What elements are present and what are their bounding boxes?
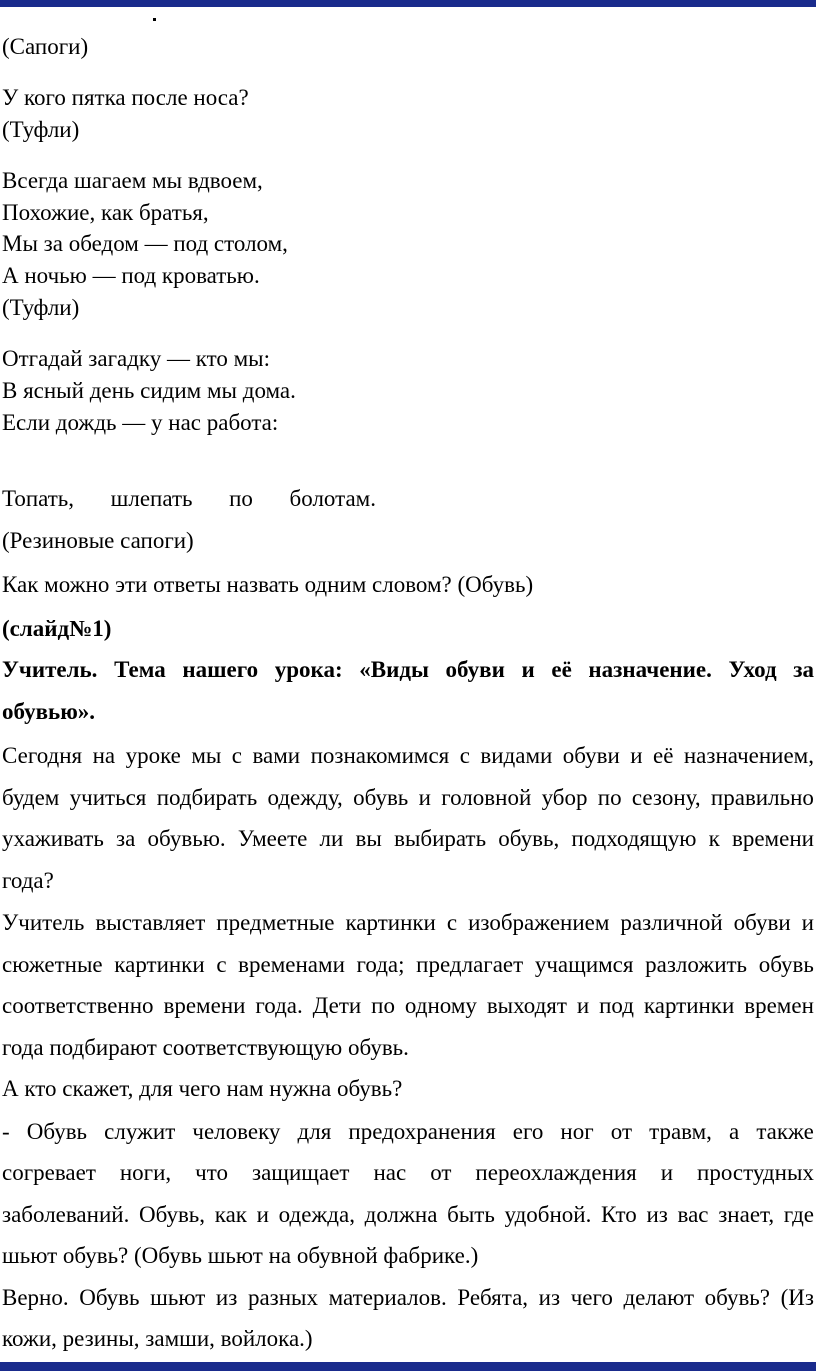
word: временами bbox=[238, 952, 345, 977]
word: времени bbox=[731, 826, 814, 851]
word: - bbox=[2, 1119, 10, 1144]
word: знает, bbox=[718, 1202, 775, 1227]
word: чего bbox=[570, 1285, 613, 1310]
word: что bbox=[195, 1160, 228, 1185]
justified-line bbox=[2, 1118, 814, 1146]
word: одежду, bbox=[267, 785, 343, 810]
text-line: Как можно эти ответы назвать одним словом? (Обувь) bbox=[2, 572, 534, 597]
word: вами bbox=[252, 743, 301, 768]
text-line: А ночью — под кроватью. bbox=[2, 263, 260, 288]
word: а bbox=[729, 1119, 740, 1144]
justified-line-bold bbox=[2, 656, 814, 684]
word: Уход bbox=[728, 657, 777, 682]
word: с bbox=[459, 743, 470, 768]
justified-line bbox=[2, 784, 814, 812]
word: защищает bbox=[251, 1160, 350, 1185]
word: Учитель bbox=[2, 910, 85, 935]
text-line: (Резиновые сапоги) bbox=[2, 528, 194, 553]
word: выбирать bbox=[394, 826, 487, 851]
bottom-border-bar bbox=[0, 1362, 816, 1371]
word: и bbox=[801, 910, 814, 935]
word: за bbox=[793, 657, 814, 682]
word: обувь bbox=[353, 785, 409, 810]
word: на bbox=[92, 743, 116, 768]
word: материалов. bbox=[328, 1285, 447, 1310]
word: убор bbox=[541, 785, 588, 810]
word: соответственно bbox=[2, 993, 154, 1018]
word: времен bbox=[744, 993, 814, 1018]
word: сюжетные bbox=[2, 952, 103, 977]
word: человеку bbox=[192, 1119, 281, 1144]
word: Обувь, bbox=[139, 1202, 206, 1227]
word: с bbox=[446, 910, 458, 935]
justified-line bbox=[2, 485, 376, 513]
word: служит bbox=[104, 1119, 176, 1144]
word: предметные bbox=[216, 910, 335, 935]
word: быть bbox=[447, 1202, 495, 1227]
word: картинки bbox=[114, 952, 205, 977]
word: ухаживать bbox=[2, 826, 104, 851]
text-line-bold: обувью». bbox=[2, 699, 96, 724]
text-line: (Сапоги) bbox=[2, 34, 89, 59]
justified-line bbox=[2, 1201, 814, 1229]
word: правильно bbox=[710, 785, 814, 810]
word: урока: bbox=[274, 657, 343, 682]
word: Топать, bbox=[2, 486, 75, 511]
word: изображением bbox=[468, 910, 610, 935]
word: должна bbox=[364, 1202, 438, 1227]
word: её bbox=[653, 743, 674, 768]
word: выставляет bbox=[95, 910, 206, 935]
word: удобной. bbox=[504, 1202, 592, 1227]
word: ли bbox=[319, 826, 344, 851]
text-line: Отгадай загадку — кто мы: bbox=[2, 346, 271, 371]
word: нас bbox=[373, 1160, 407, 1185]
word: назначение. bbox=[588, 657, 712, 682]
word: переохлаждения bbox=[475, 1160, 637, 1185]
slide-label: (слайд№1) bbox=[2, 616, 112, 641]
word: от bbox=[430, 1160, 452, 1185]
word: простудных bbox=[697, 1160, 814, 1185]
word: «Виды bbox=[359, 657, 429, 682]
word: видами bbox=[480, 743, 553, 768]
text-line: В ясный день сидим мы дома. bbox=[2, 378, 296, 403]
word: его bbox=[512, 1119, 544, 1144]
word: травм, bbox=[649, 1119, 712, 1144]
word: картинки bbox=[643, 993, 735, 1018]
word: ног bbox=[560, 1119, 594, 1144]
word: и bbox=[418, 785, 431, 810]
word: обувь, bbox=[498, 826, 560, 851]
word: с bbox=[231, 743, 243, 768]
word: обувь? bbox=[704, 1285, 771, 1310]
word: вы bbox=[355, 826, 382, 851]
word: и bbox=[660, 1160, 674, 1185]
justified-line bbox=[2, 1159, 814, 1187]
word: назначением, bbox=[683, 743, 814, 768]
word: как bbox=[214, 1202, 247, 1227]
text-line: (Туфли) bbox=[2, 295, 80, 320]
text-line: года? bbox=[2, 868, 54, 893]
text-line: года подбирают соответствующую обувь. bbox=[2, 1035, 409, 1060]
text-line: Если дождь — у нас работа: bbox=[2, 410, 279, 435]
text-line: У кого пятка после носа? bbox=[2, 85, 249, 110]
word: из bbox=[538, 1285, 561, 1310]
word: (Из bbox=[780, 1285, 814, 1310]
word: и bbox=[630, 743, 643, 768]
word: выходят bbox=[486, 993, 567, 1018]
word: времени bbox=[163, 993, 246, 1018]
word: Обувь bbox=[26, 1119, 88, 1144]
word: предлагает bbox=[416, 952, 524, 977]
word: за bbox=[116, 826, 136, 851]
word: согревает bbox=[2, 1160, 96, 1185]
word: Тема bbox=[114, 657, 166, 682]
word: и bbox=[576, 993, 590, 1018]
word: Верно. bbox=[2, 1285, 69, 1310]
word: также bbox=[756, 1119, 814, 1144]
word: различной bbox=[620, 910, 723, 935]
word: ноги, bbox=[119, 1160, 172, 1185]
word: обувью. bbox=[147, 826, 226, 851]
text-line: Похожие, как братья, bbox=[2, 200, 209, 225]
text-line: Мы за обедом — под столом, bbox=[2, 231, 288, 256]
word: от bbox=[610, 1119, 633, 1144]
word: будем bbox=[2, 785, 60, 810]
word: учащимся bbox=[534, 952, 634, 977]
word: обуви bbox=[733, 910, 791, 935]
word: мы bbox=[191, 743, 222, 768]
word: заболеваний. bbox=[2, 1202, 130, 1227]
word: разных bbox=[247, 1285, 319, 1310]
word: вас bbox=[677, 1202, 709, 1227]
word: обуви bbox=[445, 657, 505, 682]
text-line: шьют обувь? (Обувь шьют на обувной фабрике.) bbox=[2, 1243, 479, 1268]
word: болотам. bbox=[289, 486, 376, 511]
word: Сегодня bbox=[2, 743, 83, 768]
justified-line bbox=[2, 825, 814, 853]
word: с bbox=[216, 952, 227, 977]
word: обувь bbox=[758, 952, 814, 977]
word: головной bbox=[441, 785, 532, 810]
justified-line bbox=[2, 951, 814, 979]
word: где bbox=[783, 1202, 814, 1227]
word: обуви bbox=[562, 743, 620, 768]
text-line: А кто скажет, для чего нам нужна обувь? bbox=[2, 1076, 403, 1101]
word: нашего bbox=[182, 657, 259, 682]
word: из bbox=[215, 1285, 238, 1310]
word: Кто bbox=[601, 1202, 637, 1227]
word: подбирать bbox=[156, 785, 258, 810]
word: для bbox=[297, 1119, 332, 1144]
word: учиться bbox=[69, 785, 147, 810]
word: под bbox=[599, 993, 634, 1018]
word: и bbox=[256, 1202, 269, 1227]
word: шлепать bbox=[110, 486, 193, 511]
justified-line bbox=[2, 992, 814, 1020]
word: Обувь bbox=[79, 1285, 140, 1310]
word: её bbox=[551, 657, 572, 682]
word: и bbox=[521, 657, 535, 682]
word: по bbox=[597, 785, 622, 810]
word: предохранения bbox=[348, 1119, 496, 1144]
justified-line bbox=[2, 742, 814, 770]
justified-line bbox=[2, 909, 814, 937]
word: из bbox=[646, 1202, 668, 1227]
word: Учитель. bbox=[2, 657, 98, 682]
justified-line bbox=[2, 1284, 814, 1312]
word: одежда, bbox=[278, 1202, 355, 1227]
text-line: (Туфли) bbox=[2, 117, 80, 142]
word: картинки bbox=[345, 910, 436, 935]
word: познакомимся bbox=[310, 743, 450, 768]
text-line: Всегда шагаем мы вдвоем, bbox=[2, 168, 263, 193]
word: по bbox=[229, 486, 253, 511]
word: Ребята, bbox=[457, 1285, 529, 1310]
word: сезону, bbox=[631, 785, 701, 810]
text-line: кожи, резины, замши, войлока.) bbox=[2, 1326, 313, 1351]
word: уроке bbox=[125, 743, 181, 768]
word: шьют bbox=[150, 1285, 206, 1310]
word: по bbox=[371, 993, 395, 1018]
word: подходящую bbox=[571, 826, 697, 851]
word: делают bbox=[623, 1285, 694, 1310]
word: одному bbox=[404, 993, 477, 1018]
word: к bbox=[708, 826, 720, 851]
word: разложить bbox=[645, 952, 748, 977]
word: Умеете bbox=[237, 826, 308, 851]
word: года; bbox=[356, 952, 405, 977]
word: года. bbox=[255, 993, 303, 1018]
word: Дети bbox=[312, 993, 362, 1018]
